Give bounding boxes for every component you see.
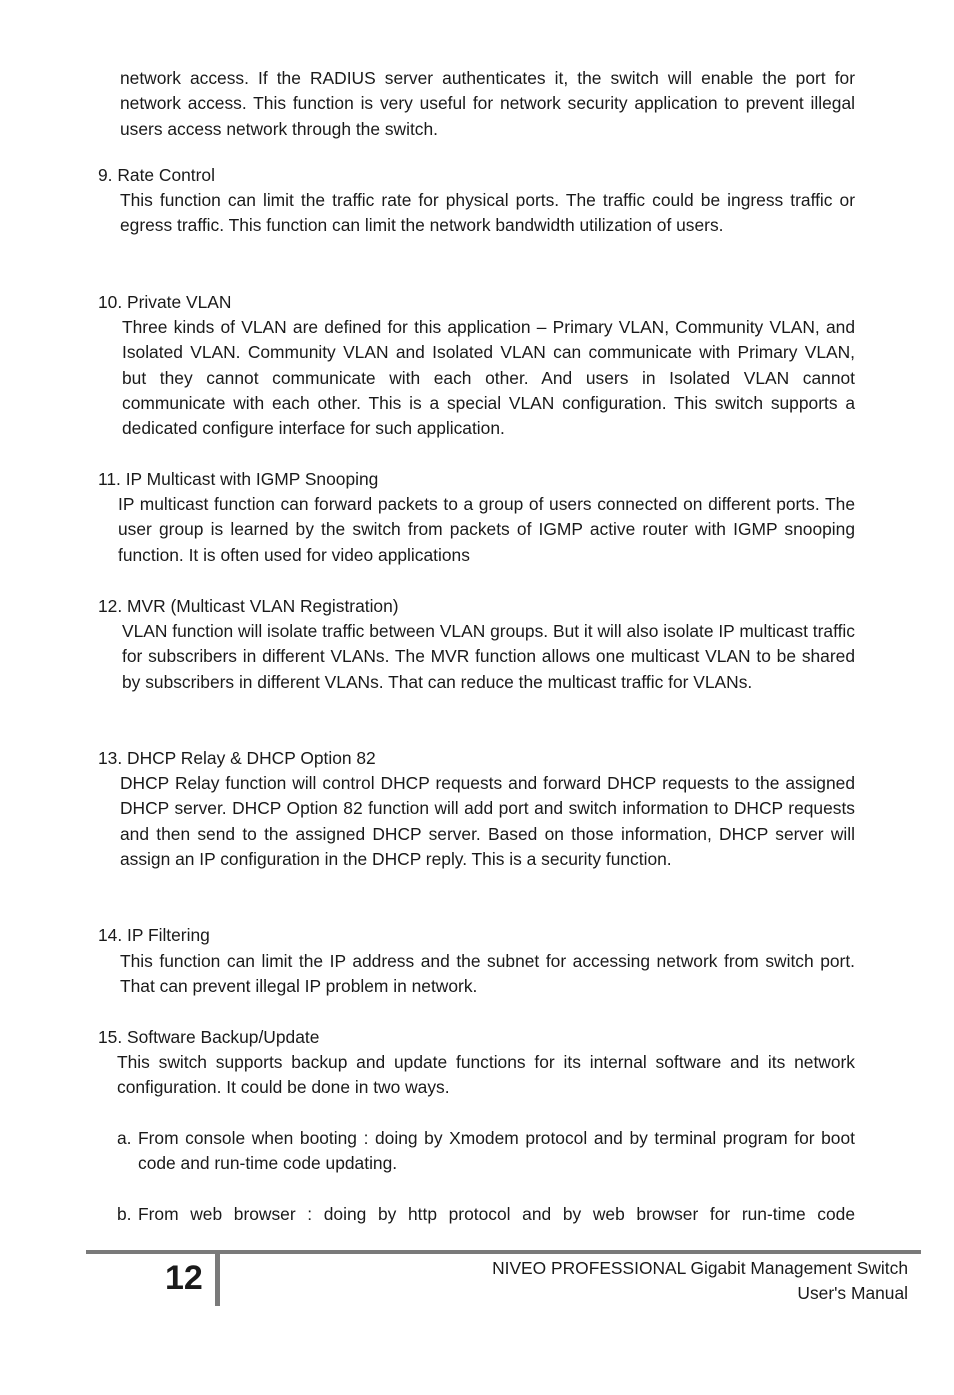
section-heading-software-backup: 15. Software Backup/Update bbox=[98, 1027, 320, 1047]
section-heading-rate-control: 9. Rate Control bbox=[98, 165, 215, 185]
section-heading-dhcp-relay: 13. DHCP Relay & DHCP Option 82 bbox=[98, 748, 376, 768]
section-body-ip-filtering: This function can limit the IP address and the subnet for accessing network from switch port. That can prevent illegal IP problem in network. bbox=[120, 951, 855, 997]
section-body-mvr: VLAN function will isolate traffic between VLAN groups. But it will also isolate IP multicast traffic for subscribers in different VLANs. The MVR function allows one multicast VLAN to be shared by subscribers in different VLANs. That can reduce the multicast traffic for VLANs. bbox=[122, 621, 855, 692]
section-heading-private-vlan: 10. Private VLAN bbox=[98, 292, 232, 312]
section-heading-ip-filtering: 14. IP Filtering bbox=[98, 925, 210, 945]
footer-page-number-bar bbox=[215, 1254, 220, 1306]
footer-title-line2: User's Manual bbox=[797, 1283, 908, 1303]
section-body-dhcp-relay: DHCP Relay function will control DHCP requests and forward DHCP requests to the assigned DHCP server. DHCP Option 82 function will add port and switch information to DHCP requests and then send to the assigned DHCP server. Based on those information, DHCP server will assign an IP configuration in the DHCP reply. This is a security function. bbox=[120, 773, 855, 869]
section-body-rate-control: This function can limit the traffic rate for physical ports. The traffic could be ingress traffic or egress traffic. This function can limit the network bandwidth utilization of users. bbox=[120, 190, 855, 236]
section-heading-ip-multicast: 11. IP Multicast with IGMP Snooping bbox=[98, 469, 379, 489]
section-body-software-backup: This switch supports backup and update functions for its internal software and its network configuration. It could be done in two ways. bbox=[117, 1052, 855, 1098]
footer-title-line1: NIVEO PROFESSIONAL Gigabit Management Switch bbox=[492, 1258, 908, 1278]
footer-divider bbox=[86, 1250, 921, 1254]
section-body-ip-multicast: IP multicast function can forward packets to a group of users connected on different ports. The user group is learned by the switch from packets of IGMP active router with IGMP snooping function. It is often used for video applications bbox=[118, 494, 855, 565]
footer-manual-title bbox=[492, 1256, 908, 1306]
subitem-b-text: From web browser : doing by http protocol and by web browser for run-time code bbox=[138, 1204, 855, 1224]
section-heading-mvr: 12. MVR (Multicast VLAN Registration) bbox=[98, 596, 399, 616]
subitem-a-text: From console when booting : doing by Xmodem protocol and by terminal program for boot code and run-time code updating. bbox=[138, 1128, 855, 1174]
intro-paragraph: network access. If the RADIUS server authenticates it, the switch will enable the port for network access. This function is very useful for network security application to prevent illegal users access network through the switch. bbox=[120, 68, 855, 139]
section-body-private-vlan: Three kinds of VLAN are defined for this application – Primary VLAN, Community VLAN, and Isolated VLAN. Community VLAN and Isolated VLAN can communicate with Primary VLAN, but they cannot communicate with each other. And users in Isolated VLAN cannot communicate with each other. This is a special VLAN configuration. This switch supports a dedicated configure interface for such application. bbox=[122, 317, 855, 439]
subitem-b-marker: b. bbox=[117, 1204, 132, 1224]
subitem-a-marker: a. bbox=[117, 1128, 132, 1148]
page-number: 12 bbox=[165, 1259, 203, 1297]
